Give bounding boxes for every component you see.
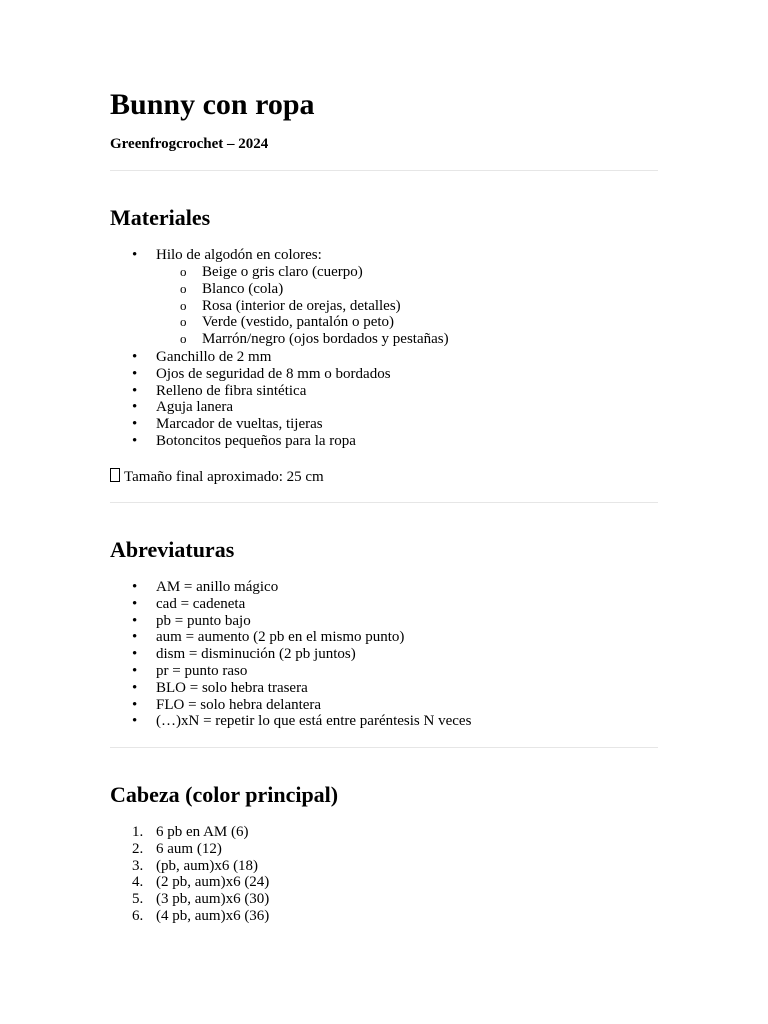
list-item: o Marrón/negro (ojos bordados y pestañas) [110, 331, 449, 348]
list-item: 5. (3 pb, aum)x6 (30) [132, 891, 270, 908]
list-item: • Ganchillo de 2 mm [110, 349, 391, 366]
head-rounds-list [110, 824, 269, 925]
list-item: • FLO = solo hebra delantera [110, 697, 471, 714]
author-line: Greenfrogcrochet – 2024 [110, 136, 269, 152]
materials-list-continued [110, 349, 391, 450]
list-item: • (…)xN = repetir lo que está entre paréntesis N veces [110, 713, 471, 730]
section-heading-cabeza: Cabeza (color principal) [110, 782, 339, 807]
size-note [110, 468, 324, 486]
list-item: • cad = cadeneta [110, 596, 471, 613]
list-item: o Beige o gris claro (cuerpo) [110, 264, 449, 281]
list-item: 2. 6 aum (12) [132, 840, 222, 857]
list-item: 6. (4 pb, aum)x6 (36) [132, 907, 270, 924]
color-sublist [110, 264, 449, 348]
section-heading-abreviaturas: Abreviaturas [110, 537, 235, 562]
list-item: 1. 6 pb en AM (6) [132, 824, 249, 840]
size-note-text: Tamaño final aproximado: 25 cm [124, 469, 324, 485]
page-title: Bunny con ropa [110, 88, 315, 121]
materials-list [110, 247, 322, 264]
list-item: 3. (pb, aum)x6 (18) [132, 857, 259, 874]
list-item: o Blanco (cola) [110, 281, 449, 298]
divider [110, 747, 658, 748]
list-item: • Marcador de vueltas, tijeras [110, 416, 391, 433]
list-item: • aum = aumento (2 pb en el mismo punto) [110, 629, 471, 646]
list-item: • Ojos de seguridad de 8 mm o bordados [110, 366, 391, 383]
missing-glyph-icon [110, 468, 120, 482]
list-item: o Rosa (interior de orejas, detalles) [110, 298, 449, 315]
list-item: • pb = punto bajo [110, 613, 471, 630]
list-item: • dism = disminución (2 pb juntos) [110, 646, 471, 663]
list-item: • Relleno de fibra sintética [110, 383, 391, 400]
list-item: 4. (2 pb, aum)x6 (24) [132, 874, 270, 891]
list-item: • AM = anillo mágico [110, 579, 471, 596]
divider [110, 502, 658, 503]
list-item: • Aguja lanera [110, 399, 391, 416]
list-item: • Botoncitos pequeños para la ropa [110, 433, 391, 450]
list-item: o Verde (vestido, pantalón o peto) [110, 314, 449, 331]
list-item: • Hilo de algodón en colores: [110, 247, 322, 264]
list-item: • BLO = solo hebra trasera [110, 680, 471, 697]
divider [110, 170, 658, 171]
abbreviations-list [110, 579, 471, 730]
section-heading-materiales: Materiales [110, 205, 211, 230]
list-item: • pr = punto raso [110, 663, 471, 680]
